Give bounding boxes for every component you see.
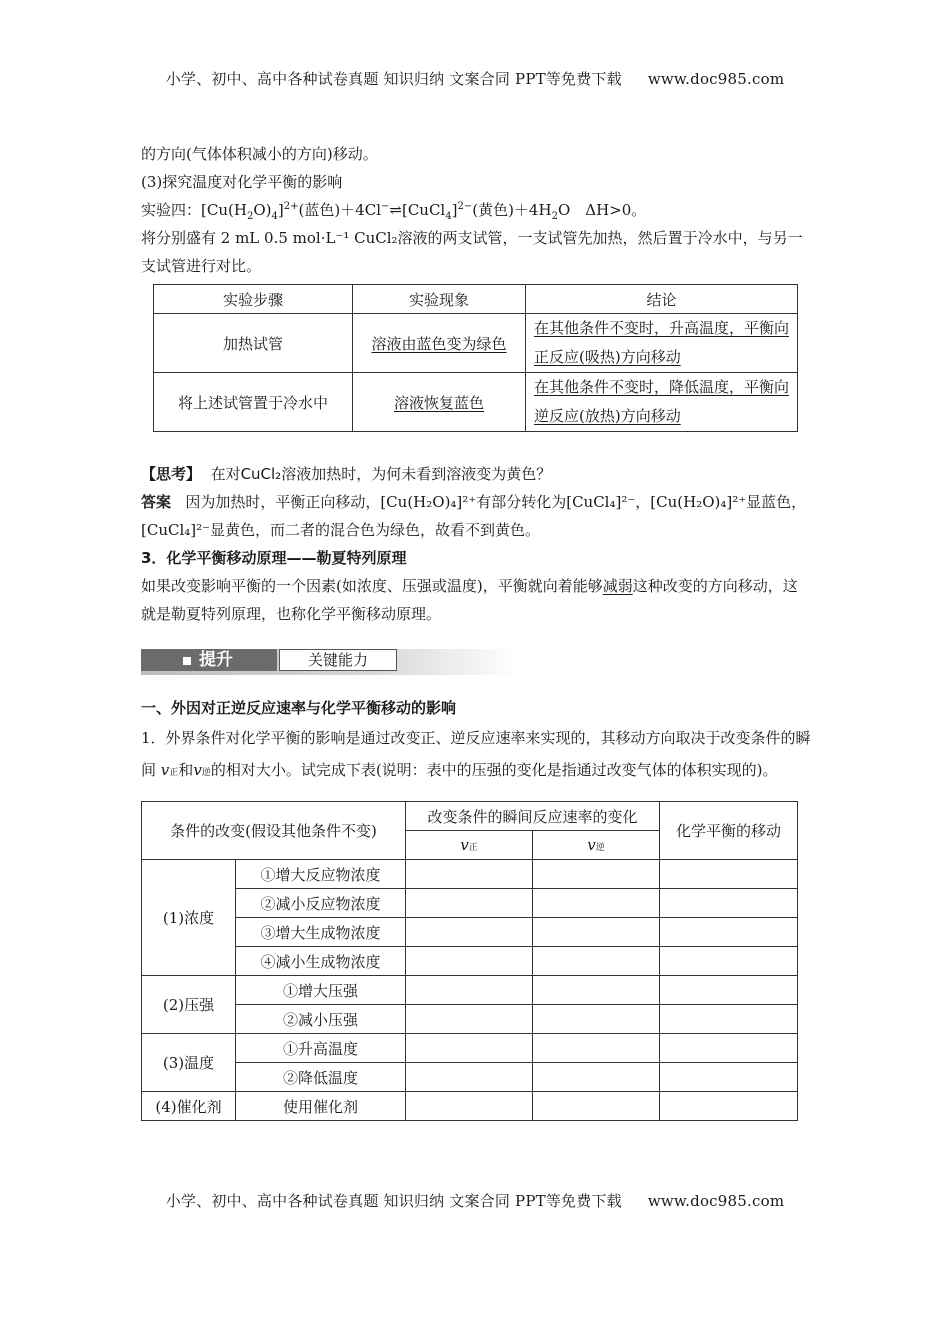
table-row [142, 918, 798, 947]
procedure-text: 将分别盛有 2 mL 0.5 mol·L⁻¹ CuCl₂溶液的两支试管，一支试管先加热，然后置于冷水中，与另一支试管进行对比。 [141, 229, 803, 275]
condition-item: ②减小反应物浓度 [236, 889, 406, 918]
table-row [142, 947, 798, 976]
table2-header-v-forward: v正 [406, 831, 533, 860]
principle-title: 3．化学平衡移动原理——勒夏特列原理 [141, 549, 407, 567]
banner-label-key-ability: 关键能力 [279, 649, 397, 671]
page-header [0, 68, 950, 89]
page-footer [0, 1190, 950, 1211]
condition-item: ①升高温度 [236, 1034, 406, 1063]
equilibrium-arrow-icon: ⇌ [389, 201, 402, 219]
table1-phenomenon: 溶液恢复蓝色 [353, 373, 526, 432]
table1-conclusion: 在其他条件不变时，升高温度，平衡向正反应(吸热)方向移动 [526, 314, 798, 373]
condition-item: ①增大反应物浓度 [236, 860, 406, 889]
table1-header-phenomenon: 实验现象 [353, 285, 526, 314]
table-row [142, 976, 798, 1005]
think-label: 【思考】 [141, 465, 202, 483]
table1-phenomenon: 溶液由蓝色变为绿色 [353, 314, 526, 373]
section-temperature-title: (3)探究温度对化学平衡的影响 [141, 173, 343, 191]
condition-item: ①增大压强 [236, 976, 406, 1005]
footer-left-text: 小学、初中、高中各种试卷真题 知识归纳 文案合同 PPT等免费下载 [165, 1192, 622, 1210]
table1-header-conclusion: 结论 [526, 285, 798, 314]
table1-step: 加热试管 [154, 314, 353, 373]
condition-item: ②降低温度 [236, 1063, 406, 1092]
table2-header-v-reverse: v逆 [533, 831, 660, 860]
condition-item: ③增大生成物浓度 [236, 918, 406, 947]
table-row [142, 1063, 798, 1092]
table2-header-condition: 条件的改变(假设其他条件不变) [142, 802, 406, 860]
principle-text: 如果改变影响平衡的一个因素(如浓度、压强或温度)，平衡就向着能够减弱这种改变的方向移动，这就是勒夏特列原理，也称化学平衡移动原理。 [141, 577, 798, 623]
banner-label-improve: 提升 [199, 650, 233, 670]
condition-item: ④减小生成物浓度 [236, 947, 406, 976]
answer-paragraph: 答案 因为加热时，平衡正向移动，[Cu(H₂O)₄]²⁺有部分转化为[CuCl₄]²⁻，[Cu(H₂O)₄]²⁺显蓝色，[CuCl₄]²⁻显黄色，而二者的混合色为绿色，故看不到黄色。 [141, 493, 807, 539]
main-content [141, 140, 811, 1121]
table-row [142, 1005, 798, 1034]
conditions-table [141, 801, 798, 1121]
intro-line: 的方向(气体体积减小的方向)移动。 [141, 145, 378, 163]
part1-title: 一、外因对正逆反应速率与化学平衡移动的影响 [141, 699, 457, 717]
group-temperature: (3)温度 [142, 1034, 236, 1092]
condition-item: 使用催化剂 [236, 1092, 406, 1121]
footer-site: www.doc985.com [647, 1192, 785, 1210]
table-row [154, 373, 798, 432]
group-concentration: (1)浓度 [142, 860, 236, 976]
table1-header-step: 实验步骤 [154, 285, 353, 314]
header-site: www.doc985.com [647, 70, 785, 88]
group-pressure: (2)压强 [142, 976, 236, 1034]
answer-label: 答案 [141, 493, 172, 511]
experiment-4-equation: 实验四：$[Cu(H_2O)_4]^{2+}$(蓝色)＋4Cl−⇌[CuCl$_4$]$^{2-}$(黄色)$+4H_2O$ ΔH>0。 [141, 201, 647, 222]
table1-step: 将上述试管置于冷水中 [154, 373, 353, 432]
group-catalyst: (4)催化剂 [142, 1092, 236, 1121]
section-banner [141, 644, 519, 680]
square-bullet-icon [183, 657, 191, 665]
experiment-result-table [153, 284, 798, 432]
table1-conclusion: 在其他条件不变时，降低温度，平衡向逆反应(放热)方向移动 [526, 373, 798, 432]
table-row [142, 1092, 798, 1121]
table-row [142, 1034, 798, 1063]
condition-item: ②减小压强 [236, 1005, 406, 1034]
table2-header-rate: 改变条件的瞬间反应速率的变化 [406, 802, 660, 831]
part1-paragraph: 1．外界条件对化学平衡的影响是通过改变正、逆反应速率来实现的，其移动方向取决于改变条件的瞬间 v正和v逆的相对大小。试完成下表(说明：表中的压强的变化是指通过改变气体的体积实现的)。 [141, 729, 811, 779]
table-row [142, 860, 798, 889]
think-question: 【思考】 在对CuCl₂溶液加热时，为何未看到溶液变为黄色？ [141, 465, 552, 483]
table-row [154, 314, 798, 373]
table-row [142, 889, 798, 918]
table2-header-shift: 化学平衡的移动 [660, 802, 798, 860]
header-left-text: 小学、初中、高中各种试卷真题 知识归纳 文案合同 PPT等免费下载 [165, 70, 622, 88]
